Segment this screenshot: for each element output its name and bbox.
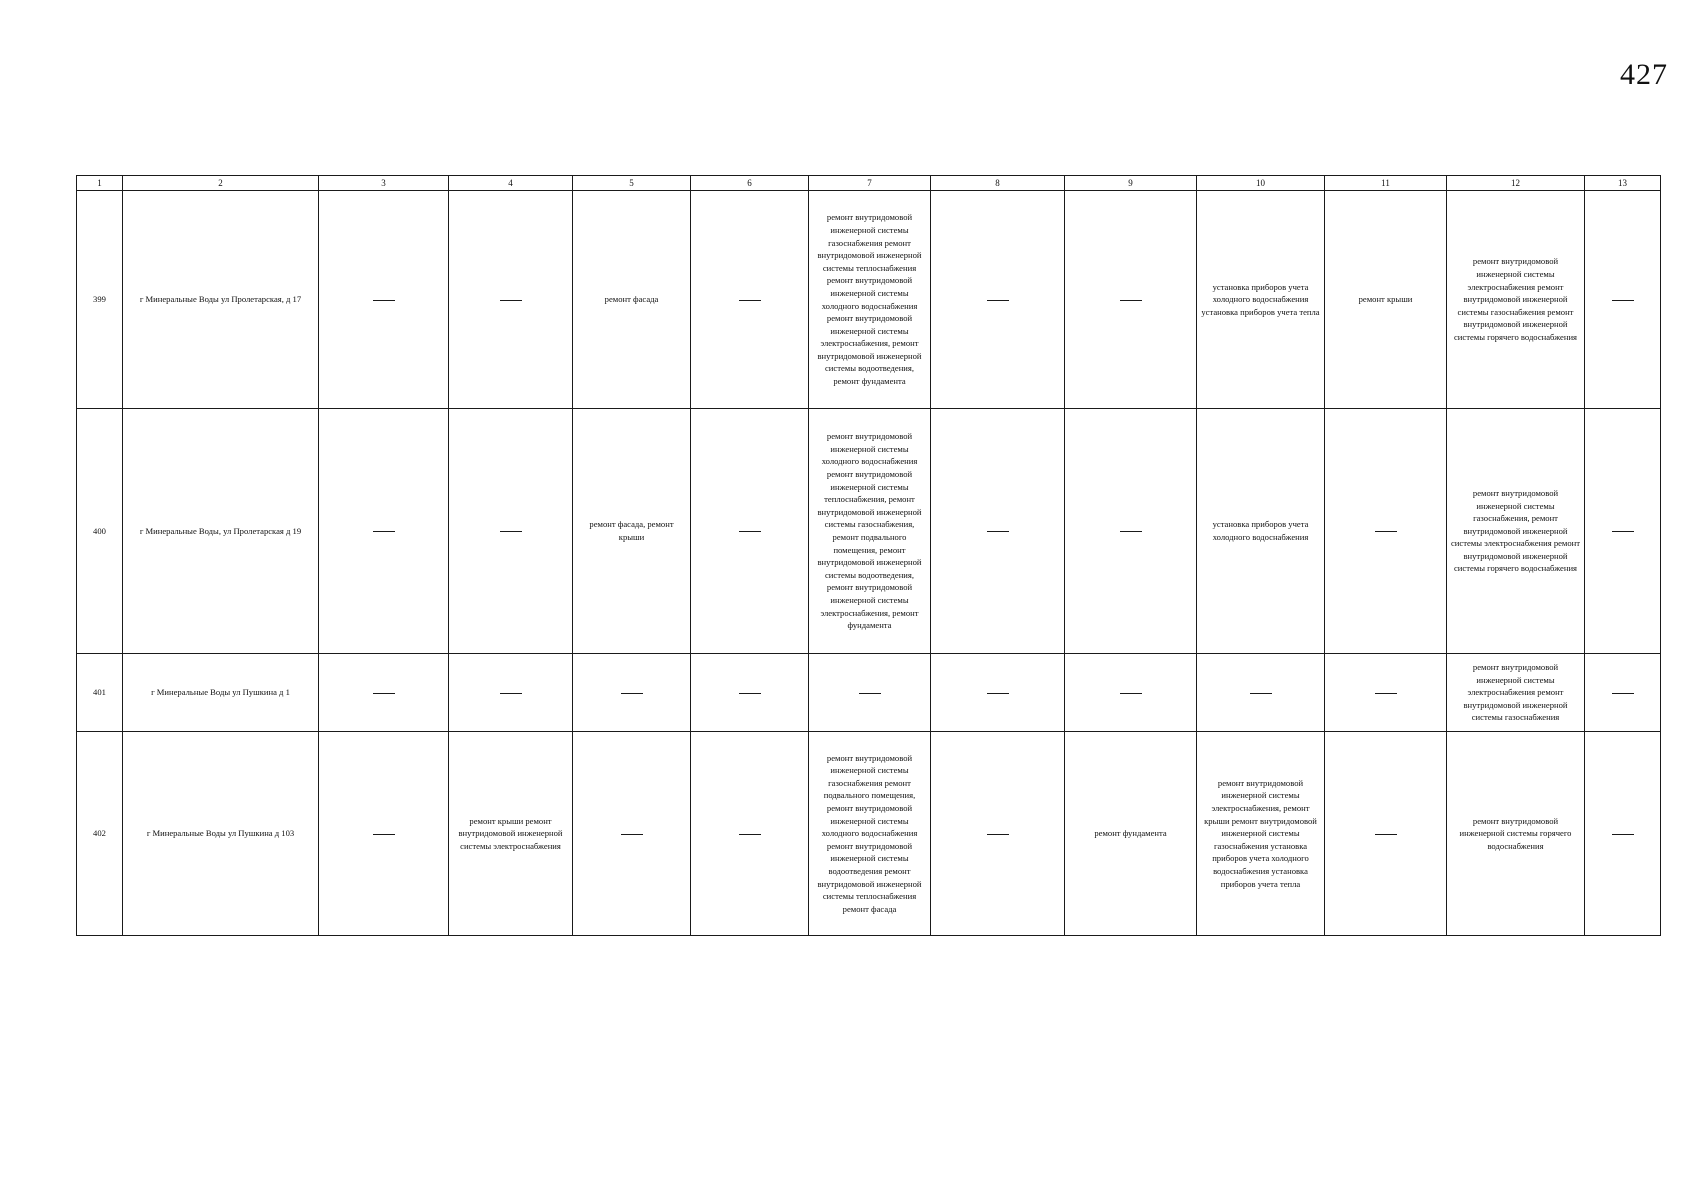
cell: ремонт внутридомовой инженерной системы газоснабжения, ремонт внутридомовой инженерной системы электроснабжения ремонт внутридомовой инженерной системы горячего водоснабжения [1447,409,1585,654]
cell [1065,191,1197,409]
cell [809,654,931,732]
empty-dash [1250,693,1272,694]
cell [449,409,573,654]
cell: ремонт внутридомовой инженерной системы холодного водоснабжения ремонт внутридомовой инженерной системы теплоснабжения, ремонт внутридомовой инженерной системы газоснабжения, ремонт подвального помещения, ремонт внутридомовой инженерной системы водоотведения, ремонт внутридомовой инженерной системы электроснабжения, ремонт фундамента [809,409,931,654]
address-cell: г Минеральные Воды, ул Пролетарская д 19 [123,409,319,654]
address-cell: г Минеральные Воды ул Пушкина д 1 [123,654,319,732]
empty-dash [500,693,522,694]
cell: ремонт внутридомовой инженерной системы электроснабжения, ремонт крыши ремонт внутридомовой инженерной системы газоснабжения установка приборов учета холодного водоснабжения установка приборов учета тепла [1197,732,1325,936]
empty-dash [373,834,395,835]
cell [691,191,809,409]
cell [319,732,449,936]
cell [1197,654,1325,732]
table-row [77,191,1661,409]
column-header: 11 [1325,176,1447,191]
cell [319,191,449,409]
empty-dash [739,531,761,532]
cell [1325,654,1447,732]
column-header: 3 [319,176,449,191]
empty-dash [500,531,522,532]
empty-dash [621,834,643,835]
row-number: 399 [77,191,123,409]
cell [573,732,691,936]
empty-dash [739,834,761,835]
cell [931,654,1065,732]
empty-dash [621,693,643,694]
empty-dash [1375,834,1397,835]
cell [1325,732,1447,936]
table-row [77,654,1661,732]
row-number: 400 [77,409,123,654]
column-header: 6 [691,176,809,191]
row-number: 401 [77,654,123,732]
cell: ремонт внутридомовой инженерной системы горячего водоснабжения [1447,732,1585,936]
empty-dash [1120,531,1142,532]
column-header: 5 [573,176,691,191]
empty-dash [987,300,1009,301]
empty-dash [1120,693,1142,694]
cell [691,654,809,732]
empty-dash [1612,693,1634,694]
column-header: 10 [1197,176,1325,191]
empty-dash [987,531,1009,532]
cell [319,654,449,732]
page-number: 427 [1620,58,1668,91]
cell [319,409,449,654]
cell [1325,409,1447,654]
empty-dash [739,693,761,694]
cell: ремонт фундамента [1065,732,1197,936]
cell: ремонт внутридомовой инженерной системы электроснабжения ремонт внутридомовой инженерной системы газоснабжения [1447,654,1585,732]
address-cell: г Минеральные Воды ул Пролетарская, д 17 [123,191,319,409]
empty-dash [373,531,395,532]
address-cell: г Минеральные Воды ул Пушкина д 103 [123,732,319,936]
column-header: 13 [1585,176,1661,191]
empty-dash [373,300,395,301]
table-row [77,732,1661,936]
cell [1065,654,1197,732]
empty-dash [987,834,1009,835]
column-header: 4 [449,176,573,191]
empty-dash [373,693,395,694]
row-number: 402 [77,732,123,936]
cell: ремонт внутридомовой инженерной системы газоснабжения ремонт подвального помещения, ремонт внутридомовой инженерной системы холодного водоснабжения ремонт внутридомовой инженерной системы водоотведения ремонт внутридомовой инженерной системы теплоснабжения ремонт фасада [809,732,931,936]
empty-dash [500,300,522,301]
cell: установка приборов учета холодного водоснабжения [1197,409,1325,654]
column-number-row [77,176,1661,191]
cell [931,191,1065,409]
cell [1585,409,1661,654]
cell [931,732,1065,936]
cell [1065,409,1197,654]
cell [931,409,1065,654]
table-row [77,409,1661,654]
cell [449,654,573,732]
column-header: 9 [1065,176,1197,191]
empty-dash [987,693,1009,694]
cell [449,191,573,409]
empty-dash [1375,531,1397,532]
cell: ремонт крыши ремонт внутридомовой инженерной системы электроснабжения [449,732,573,936]
cell: ремонт внутридомовой инженерной системы электроснабжения ремонт внутридомовой инженерной системы газоснабжения ремонт внутридомовой инженерной системы горячего водоснабжения [1447,191,1585,409]
cell [573,654,691,732]
column-header: 1 [77,176,123,191]
column-header: 12 [1447,176,1585,191]
empty-dash [859,693,881,694]
repair-schedule-table [76,175,1661,936]
empty-dash [739,300,761,301]
empty-dash [1612,531,1634,532]
cell: установка приборов учета холодного водоснабжения установка приборов учета тепла [1197,191,1325,409]
empty-dash [1612,834,1634,835]
cell [691,409,809,654]
cell [1585,654,1661,732]
column-header: 7 [809,176,931,191]
empty-dash [1612,300,1634,301]
empty-dash [1120,300,1142,301]
column-header: 2 [123,176,319,191]
cell: ремонт фасада, ремонт крыши [573,409,691,654]
cell [691,732,809,936]
column-header: 8 [931,176,1065,191]
cell: ремонт фасада [573,191,691,409]
cell: ремонт крыши [1325,191,1447,409]
cell: ремонт внутридомовой инженерной системы газоснабжения ремонт внутридомовой инженерной системы теплоснабжения ремонт внутридомовой инженерной системы холодного водоснабжения ремонт внутридомовой инженерной системы электроснабжения, ремонт внутридомовой инженерной системы водоотведения, ремонт фундамента [809,191,931,409]
empty-dash [1375,693,1397,694]
cell [1585,732,1661,936]
cell [1585,191,1661,409]
